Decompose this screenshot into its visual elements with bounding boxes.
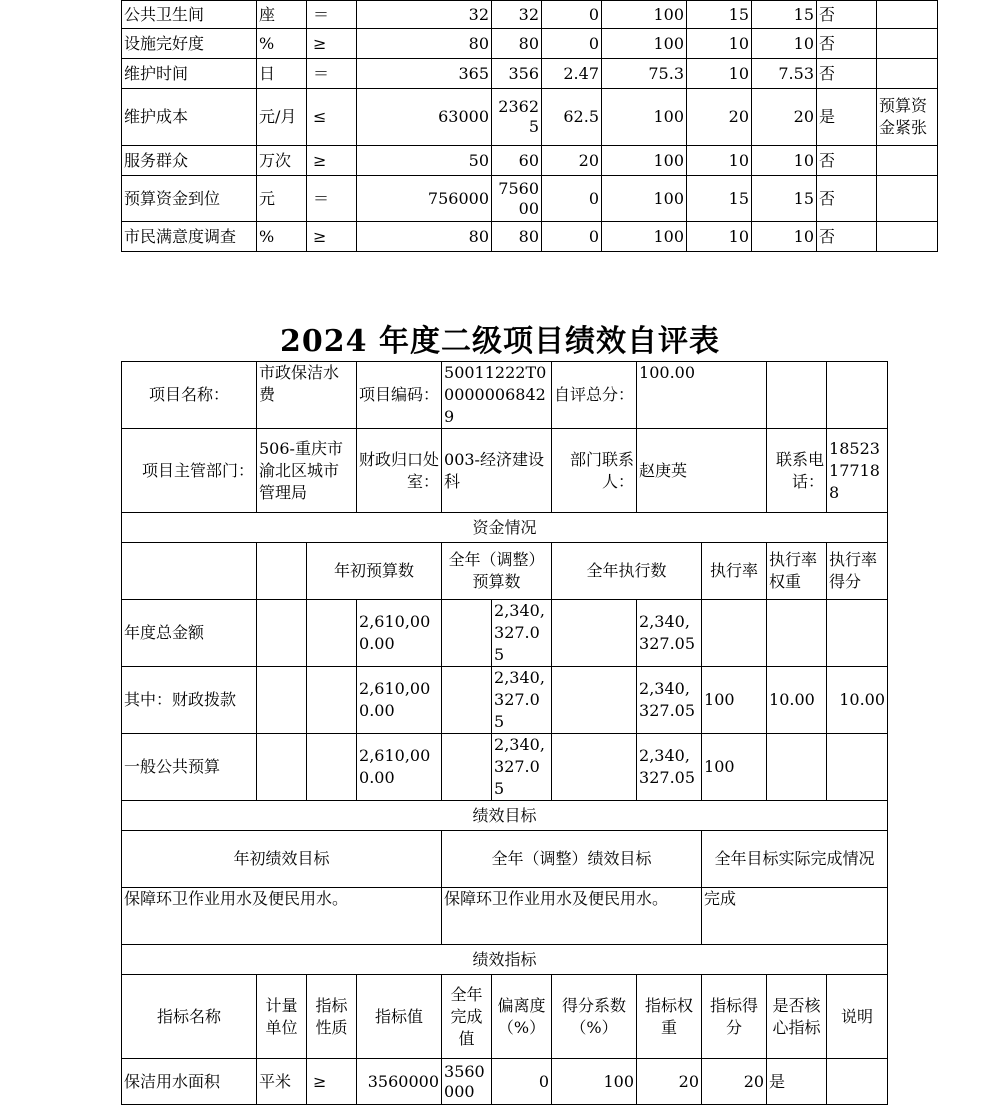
project-code-label: 项目编码： [357, 362, 442, 429]
indicator-target: 80 [357, 29, 492, 59]
dept-value: 506-重庆市渝北区城市管理局 [257, 429, 357, 513]
indicator-target: 32 [357, 1, 492, 29]
indicator-weight: 10 [687, 146, 752, 176]
indicator-actual: 3560000 [442, 1059, 492, 1105]
empty-cell [442, 734, 492, 801]
indicator-note [877, 29, 938, 59]
indicator-deviation: 0 [492, 1059, 552, 1105]
indicator-nature: ≥ [307, 146, 357, 176]
col-actual-value: 全年完成值 [442, 975, 492, 1059]
indicator-target: 3560000 [357, 1059, 442, 1105]
indicator-coefficient: 100 [602, 1, 687, 29]
col-unit: 计量单位 [257, 975, 307, 1059]
col-deviation: 偏离度（%） [492, 975, 552, 1059]
project-name-label: 项目名称： [122, 362, 257, 429]
indicator-deviation: 0 [542, 222, 602, 252]
finance-label: 财政归口处室： [357, 429, 442, 513]
indicator-name: 市民满意度调查 [122, 222, 257, 252]
empty-cell [257, 734, 307, 801]
table-row [122, 667, 888, 734]
indicator-target: 80 [357, 222, 492, 252]
fund-executed: 2,340,327.05 [637, 600, 702, 667]
col-coefficient: 得分系数（%） [552, 975, 637, 1059]
indicator-note [877, 222, 938, 252]
indicator-name: 服务群众 [122, 146, 257, 176]
indicator-target: 756000 [357, 176, 492, 222]
empty-cell [257, 667, 307, 734]
indicator-nature: ≤ [307, 89, 357, 146]
indicator-weight: 15 [687, 176, 752, 222]
empty-cell [767, 362, 827, 429]
indicator-name: 公共卫生间 [122, 1, 257, 29]
fund-execution-rate: 100 [702, 734, 767, 801]
table-row [122, 1059, 888, 1105]
indicator-actual: 23625 [492, 89, 542, 146]
dept-label: 项目主管部门： [122, 429, 257, 513]
indicator-weight: 10 [687, 222, 752, 252]
indicator-nature: ＝ [307, 176, 357, 222]
goals-section-heading: 绩效目标 [122, 801, 888, 831]
col-rate-score: 执行率得分 [827, 543, 888, 600]
indicator-deviation: 62.5 [542, 89, 602, 146]
indicator-deviation: 20 [542, 146, 602, 176]
header-row-1 [122, 362, 888, 429]
empty-cell [552, 667, 637, 734]
indicator-nature: ≥ [307, 1059, 357, 1105]
fund-rate-score [827, 600, 888, 667]
fund-row-label: 一般公共预算 [122, 734, 257, 801]
indicator-name: 保洁用水面积 [122, 1059, 257, 1105]
indicator-nature: ＝ [307, 59, 357, 89]
indicator-unit: 日 [257, 59, 307, 89]
fund-row-label: 年度总金额 [122, 600, 257, 667]
indicator-nature: ≥ [307, 29, 357, 59]
empty-cell [122, 543, 257, 600]
fund-execution-rate: 100 [702, 667, 767, 734]
fund-executed: 2,340,327.05 [637, 667, 702, 734]
empty-cell [257, 600, 307, 667]
indicator-coefficient: 100 [602, 29, 687, 59]
col-adjusted-budget: 全年（调整）预算数 [442, 543, 552, 600]
indicator-actual: 60 [492, 146, 542, 176]
indicator-unit: 座 [257, 1, 307, 29]
indicator-coefficient: 75.3 [602, 59, 687, 89]
fund-rate-weight [767, 734, 827, 801]
indicator-nature: ＝ [307, 1, 357, 29]
empty-cell [552, 600, 637, 667]
fund-initial-budget: 2,610,000.00 [357, 667, 442, 734]
indicator-score: 10 [752, 222, 817, 252]
goals-row [122, 888, 888, 945]
indicator-score: 15 [752, 1, 817, 29]
contact-label: 部门联系人： [552, 429, 637, 513]
indicator-coefficient: 100 [602, 176, 687, 222]
actual-completion-text: 完成 [702, 888, 888, 945]
fund-rate-weight [767, 600, 827, 667]
indicator-note: 预算资金紧张 [877, 89, 938, 146]
fund-execution-rate [702, 600, 767, 667]
col-rate-weight: 执行率权重 [767, 543, 827, 600]
indicator-unit: % [257, 29, 307, 59]
goals-header-row [122, 831, 888, 888]
indicator-score: 10 [752, 146, 817, 176]
table-row [122, 176, 938, 222]
indicator-actual: 756000 [492, 176, 542, 222]
indicator-coefficient: 100 [602, 146, 687, 176]
col-executed: 全年执行数 [552, 543, 702, 600]
indicator-weight: 10 [687, 29, 752, 59]
indicator-name: 设施完好度 [122, 29, 257, 59]
indicator-deviation: 0 [542, 176, 602, 222]
indicator-core: 否 [817, 176, 877, 222]
empty-cell [442, 600, 492, 667]
indicator-score: 7.53 [752, 59, 817, 89]
col-nature: 指标性质 [307, 975, 357, 1059]
table-row [122, 29, 938, 59]
indicator-core: 是 [767, 1059, 827, 1105]
indicator-weight: 20 [687, 89, 752, 146]
table-row [122, 1, 938, 29]
self-score-label: 自评总分： [552, 362, 637, 429]
empty-cell [307, 734, 357, 801]
col-score: 指标得分 [702, 975, 767, 1059]
indicators-section-heading: 绩效指标 [122, 945, 888, 975]
indicator-coefficient: 100 [602, 222, 687, 252]
indicator-coefficient: 100 [552, 1059, 637, 1105]
indicator-note [877, 1, 938, 29]
table-row [122, 600, 888, 667]
table-row [122, 89, 938, 146]
col-actual-completion: 全年目标实际完成情况 [702, 831, 888, 888]
indicator-deviation: 0 [542, 29, 602, 59]
previous-indicator-table [121, 0, 938, 252]
fund-initial-budget: 2,610,000.00 [357, 734, 442, 801]
col-execution-rate: 执行率 [702, 543, 767, 600]
performance-self-evaluation-table [121, 361, 888, 1105]
indicator-score: 15 [752, 176, 817, 222]
funds-header-row [122, 543, 888, 600]
fund-rate-weight: 10.00 [767, 667, 827, 734]
initial-goal-text: 保障环卫作业用水及便民用水。 [122, 888, 442, 945]
col-initial-goal: 年初绩效目标 [122, 831, 442, 888]
phone-value: 18523177188 [827, 429, 888, 513]
phone-label: 联系电话： [767, 429, 827, 513]
indicators-header-row [122, 975, 888, 1059]
fund-adjusted-budget: 2,340,327.05 [492, 734, 552, 801]
indicator-core: 否 [817, 1, 877, 29]
indicator-coefficient: 100 [602, 89, 687, 146]
col-note: 说明 [827, 975, 888, 1059]
indicator-unit: 元 [257, 176, 307, 222]
col-indicator-name: 指标名称 [122, 975, 257, 1059]
table-row [122, 146, 938, 176]
self-score-value: 100.00 [637, 362, 767, 429]
indicator-note [877, 59, 938, 89]
fund-rate-score [827, 734, 888, 801]
fund-rate-score: 10.00 [827, 667, 888, 734]
fund-executed: 2,340,327.05 [637, 734, 702, 801]
page-title: 2024 年度二级项目绩效自评表 [280, 324, 720, 359]
indicator-actual: 356 [492, 59, 542, 89]
table-row [122, 734, 888, 801]
empty-cell [827, 362, 888, 429]
indicator-score: 20 [752, 89, 817, 146]
project-code-value: 50011222T000000068429 [442, 362, 552, 429]
indicator-target: 365 [357, 59, 492, 89]
indicator-unit: 平米 [257, 1059, 307, 1105]
fund-adjusted-budget: 2,340,327.05 [492, 600, 552, 667]
empty-cell [257, 543, 307, 600]
indicator-core: 是 [817, 89, 877, 146]
empty-cell [552, 734, 637, 801]
indicator-actual: 80 [492, 29, 542, 59]
indicator-weight: 10 [687, 59, 752, 89]
finance-value: 003-经济建设科 [442, 429, 552, 513]
indicator-target: 50 [357, 146, 492, 176]
indicator-name: 预算资金到位 [122, 176, 257, 222]
indicator-target: 63000 [357, 89, 492, 146]
header-row-2 [122, 429, 888, 513]
project-name-value: 市政保洁水费 [257, 362, 357, 429]
indicator-weight: 20 [637, 1059, 702, 1105]
indicator-note [877, 146, 938, 176]
col-weight: 指标权重 [637, 975, 702, 1059]
col-core: 是否核心指标 [767, 975, 827, 1059]
indicator-name: 维护成本 [122, 89, 257, 146]
col-target-value: 指标值 [357, 975, 442, 1059]
contact-value: 赵庚英 [637, 429, 767, 513]
col-adjusted-goal: 全年（调整）绩效目标 [442, 831, 702, 888]
indicator-weight: 15 [687, 1, 752, 29]
empty-cell [307, 600, 357, 667]
indicator-actual: 32 [492, 1, 542, 29]
table-row [122, 59, 938, 89]
fund-row-label: 其中：财政拨款 [122, 667, 257, 734]
indicator-deviation: 0 [542, 1, 602, 29]
indicator-core: 否 [817, 222, 877, 252]
indicator-name: 维护时间 [122, 59, 257, 89]
indicator-unit: 万次 [257, 146, 307, 176]
indicator-score: 20 [702, 1059, 767, 1105]
empty-cell [307, 667, 357, 734]
indicator-deviation: 2.47 [542, 59, 602, 89]
fund-initial-budget: 2,610,000.00 [357, 600, 442, 667]
indicator-core: 否 [817, 59, 877, 89]
indicator-note [827, 1059, 888, 1105]
indicator-note [877, 176, 938, 222]
indicator-unit: % [257, 222, 307, 252]
fund-adjusted-budget: 2,340,327.05 [492, 667, 552, 734]
indicator-core: 否 [817, 29, 877, 59]
table-row [122, 222, 938, 252]
adjusted-goal-text: 保障环卫作业用水及便民用水。 [442, 888, 702, 945]
funds-section-heading: 资金情况 [122, 513, 888, 543]
indicator-actual: 80 [492, 222, 542, 252]
indicator-core: 否 [817, 146, 877, 176]
empty-cell [442, 667, 492, 734]
col-initial-budget: 年初预算数 [307, 543, 442, 600]
indicator-unit: 元/月 [257, 89, 307, 146]
indicator-score: 10 [752, 29, 817, 59]
indicator-nature: ≥ [307, 222, 357, 252]
